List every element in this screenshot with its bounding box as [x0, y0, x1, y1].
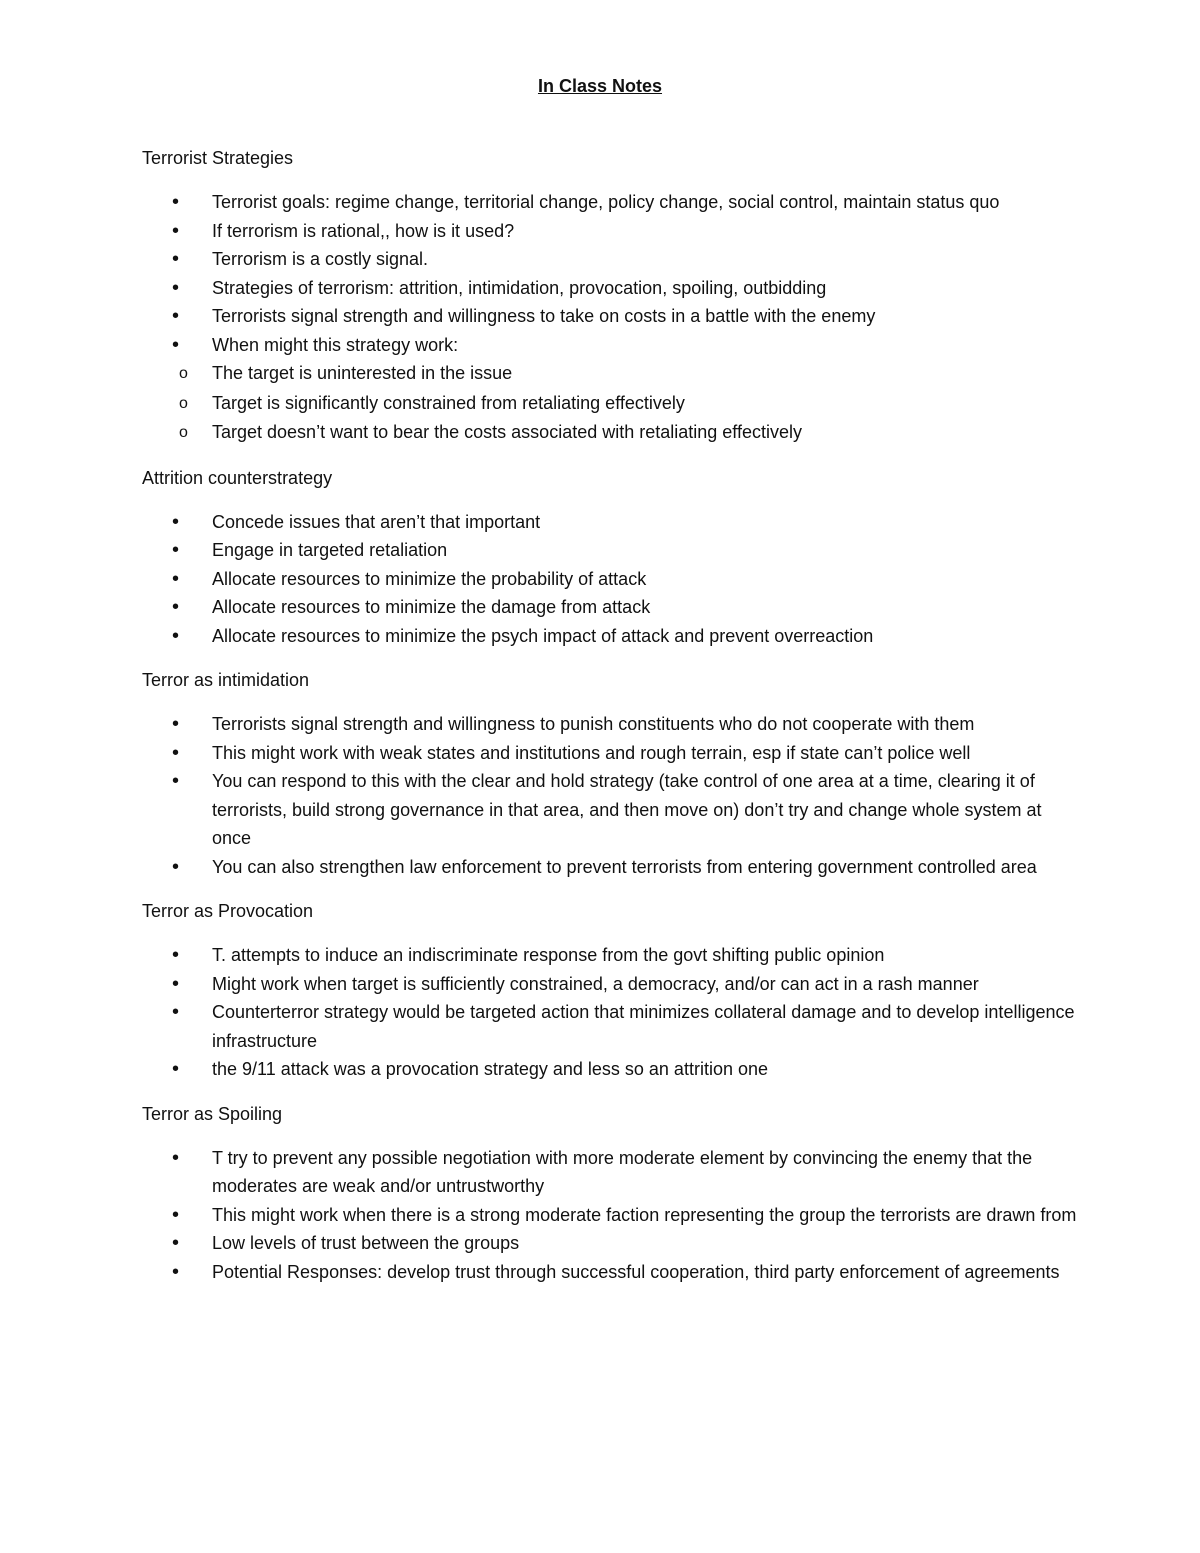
list-item: • Potential Responses: develop trust through successful cooperation, third party enforcement of agreements	[142, 1258, 1082, 1287]
bullet-list	[142, 188, 1082, 359]
list-item: • the 9/11 attack was a provocation strategy and less so an attrition one	[142, 1055, 1082, 1084]
sub-list-item: o The target is uninterested in the issue	[142, 359, 1082, 389]
list-item: • Terrorists signal strength and willingness to take on costs in a battle with the enemy	[142, 302, 1082, 331]
bullet-list	[142, 710, 1082, 881]
bullet-list	[142, 508, 1082, 651]
list-item: • Concede issues that aren’t that important	[142, 508, 1082, 537]
list-item: • T. attempts to induce an indiscriminate response from the govt shifting public opinion	[142, 941, 1082, 970]
sub-list-item: o Target doesn’t want to bear the costs associated with retaliating effectively	[142, 418, 1082, 448]
section-heading: Terror as Spoiling	[142, 1103, 283, 1124]
list-item: • Allocate resources to minimize the damage from attack	[142, 593, 1082, 622]
list-item: • Low levels of trust between the groups	[142, 1229, 1082, 1258]
list-item: • Terrorists signal strength and willingness to punish constituents who do not cooperate with them	[142, 710, 1082, 739]
section-heading: Terrorist Strategies	[142, 148, 294, 168]
list-item: • Allocate resources to minimize the probability of attack	[142, 565, 1082, 594]
section-terrorist-strategies	[142, 144, 1082, 448]
document-body	[142, 144, 1082, 1286]
list-item: • Allocate resources to minimize the psych impact of attack and prevent overreaction	[142, 622, 1082, 651]
list-item: • Might work when target is sufficiently constrained, a democracy, and/or can act in a rash manner	[142, 970, 1082, 999]
section-heading: Terror as Provocation	[142, 901, 314, 921]
list-item: • You can respond to this with the clear and hold strategy (take control of one area at a time, clearing it of terrorists, build strong governance in that area, and then move on) don’t try and change whole system at once	[142, 767, 1082, 853]
list-item: • If terrorism is rational,, how is it used?	[142, 217, 1082, 246]
sub-bullet-list	[142, 359, 1082, 448]
section-terror-as-spoiling	[142, 1100, 1082, 1287]
list-item: • Terrorist goals: regime change, territorial change, policy change, social control, maintain status quo	[142, 188, 1082, 217]
bullet-list	[142, 941, 1082, 1084]
list-item: • When might this strategy work:	[142, 331, 1082, 360]
list-item: • Engage in targeted retaliation	[142, 536, 1082, 565]
section-terror-as-intimidation	[142, 666, 1082, 881]
list-item: • Terrorism is a costly signal.	[142, 245, 1082, 274]
list-item: • This might work when there is a strong moderate faction representing the group the terrorists are drawn from	[142, 1201, 1082, 1230]
list-item: • Strategies of terrorism: attrition, intimidation, provocation, spoiling, outbidding	[142, 274, 1082, 303]
section-attrition-counterstrategy	[142, 464, 1082, 651]
sub-list-item: o Target is significantly constrained from retaliating effectively	[142, 389, 1082, 419]
section-heading: Attrition counterstrategy	[142, 467, 333, 488]
list-item: • You can also strengthen law enforcement to prevent terrorists from entering government controlled area	[142, 853, 1082, 882]
list-item: • Counterterror strategy would be targeted action that minimizes collateral damage and to develop intelligence infrastructure	[142, 998, 1082, 1055]
document-title: In Class Notes	[537, 76, 663, 96]
bullet-list	[142, 1144, 1082, 1287]
section-heading: Terror as intimidation	[142, 670, 310, 690]
section-terror-as-provocation	[142, 897, 1082, 1084]
list-item: • T try to prevent any possible negotiation with more moderate element by convincing the enemy that the moderates are weak and/or untrustworthy	[142, 1144, 1082, 1201]
list-item: • This might work with weak states and institutions and rough terrain, esp if state can’t police well	[142, 739, 1082, 768]
